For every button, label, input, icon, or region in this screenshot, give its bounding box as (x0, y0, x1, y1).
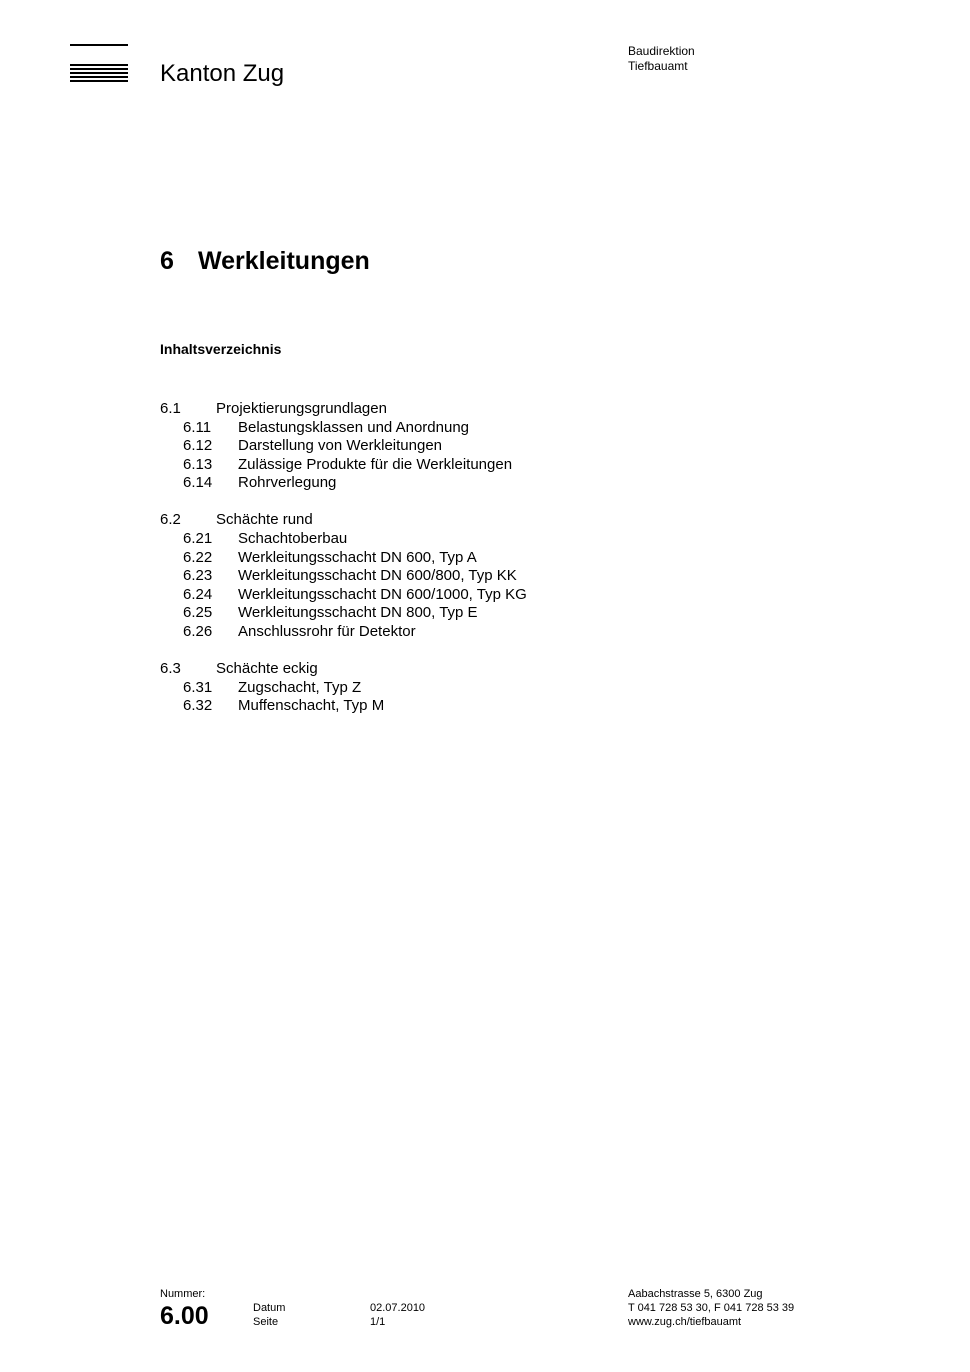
toc-subentry-number: 6.25 (183, 604, 213, 622)
canton-name: Kanton Zug (160, 60, 285, 87)
toc-subentry-number: 6.23 (183, 567, 213, 585)
page-value: 1/1 (370, 1316, 386, 1328)
toc-subentry-title: Muffenschacht, Typ M (238, 697, 385, 715)
toc-subentry (160, 679, 660, 698)
toc-subentry (160, 474, 660, 493)
phone-fax: T 041 728 53 30, F 041 728 53 39 (628, 1302, 795, 1314)
number-label: Nummer: (160, 1288, 206, 1300)
toc-entry (160, 400, 660, 419)
address: Aabachstrasse 5, 6300 Zug (628, 1288, 763, 1300)
chapter-number: 6 (160, 247, 174, 275)
toc-subentry-number: 6.31 (183, 678, 213, 696)
department-block (628, 44, 695, 74)
toc-subentry-title: Darstellung von Werkleitungen (238, 437, 443, 455)
chapter-name: Werkleitungen (198, 247, 370, 275)
date-value: 02.07.2010 (370, 1302, 426, 1314)
toc-subentry-title: Werkleitungsschacht DN 600/800, Typ KK (238, 567, 517, 585)
toc-subentry-number: 6.12 (183, 437, 213, 455)
toc-subentry-number: 6.26 (183, 623, 213, 641)
toc-entry-title: Schächte eckig (216, 660, 318, 678)
document-number: 6.00 (160, 1302, 209, 1330)
toc-subentry-number: 6.32 (183, 697, 213, 715)
toc-entry-number: 6.3 (160, 660, 181, 678)
toc-subentry-title: Rohrverlegung (238, 474, 337, 492)
toc-section (160, 400, 660, 493)
date-label: Datum (253, 1302, 286, 1314)
toc-subentry (160, 697, 660, 716)
toc-subentry-title: Zulässige Produkte für die Werkleitungen (238, 455, 513, 473)
toc-subentry (160, 530, 660, 549)
toc-subentry-number: 6.22 (183, 548, 213, 566)
office-name: Tiefbauamt (628, 59, 688, 73)
canton-logo-icon (70, 44, 128, 84)
website-link[interactable]: www.zug.ch/tiefbauamt (628, 1316, 742, 1328)
toc-entry-number: 6.2 (160, 511, 181, 529)
page-label: Seite (253, 1316, 279, 1328)
toc-subentry (160, 549, 660, 568)
table-of-contents (160, 400, 660, 734)
toc-entry-number: 6.1 (160, 400, 181, 417)
toc-heading: Inhaltsverzeichnis (160, 341, 282, 357)
toc-entry (160, 660, 660, 679)
toc-subentry (160, 437, 660, 456)
toc-subentry-title: Werkleitungsschacht DN 800, Typ E (238, 604, 478, 622)
toc-subentry-title: Zugschacht, Typ Z (238, 678, 362, 696)
toc-subentry-title: Anschlussrohr für Detektor (238, 623, 416, 641)
toc-subentry (160, 456, 660, 475)
toc-section (160, 511, 660, 641)
toc-subentry-title: Belastungsklassen und Anordnung (238, 418, 470, 436)
toc-entry (160, 511, 660, 530)
toc-entry-title: Schächte rund (216, 511, 313, 529)
toc-subentry (160, 604, 660, 623)
toc-subentry (160, 586, 660, 605)
toc-entry-title: Projektierungsgrundlagen (216, 400, 387, 417)
toc-subentry-number: 6.14 (183, 474, 213, 492)
toc-subentry (160, 419, 660, 438)
toc-subentry-title: Schachtoberbau (238, 530, 348, 548)
toc-subentry-number: 6.21 (183, 530, 213, 548)
toc-subentry-title: Werkleitungsschacht DN 600/1000, Typ KG (238, 585, 527, 603)
toc-section (160, 660, 660, 716)
toc-subentry (160, 567, 660, 586)
department-name: Baudirektion (628, 44, 695, 58)
contact-block (628, 1287, 794, 1329)
toc-subentry (160, 623, 660, 642)
toc-subentry-number: 6.24 (183, 585, 213, 603)
toc-subentry-number: 6.11 (183, 418, 212, 436)
toc-subentry-title: Werkleitungsschacht DN 600, Typ A (238, 548, 477, 566)
chapter-title (160, 246, 370, 276)
toc-subentry-number: 6.13 (183, 455, 213, 473)
